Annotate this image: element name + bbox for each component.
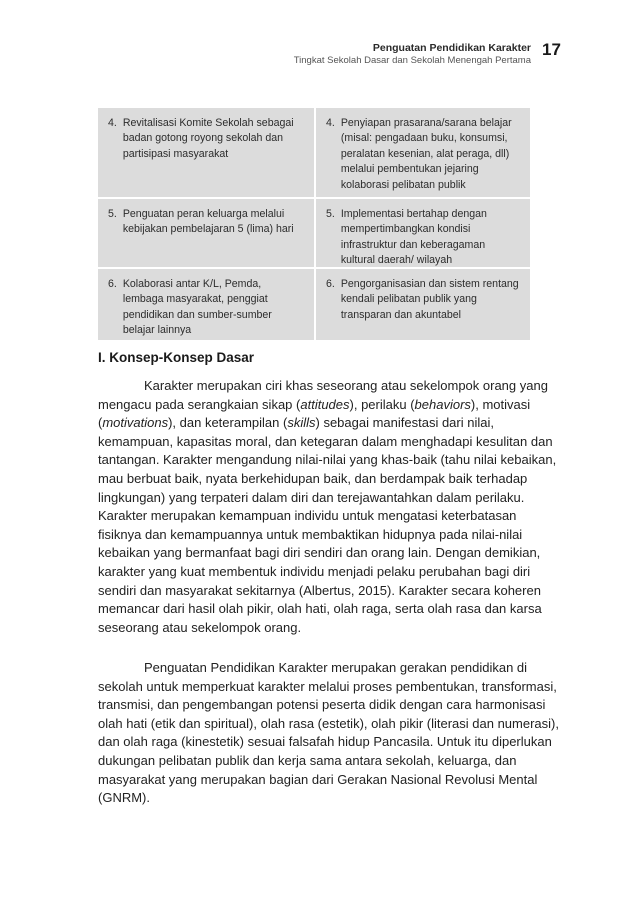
italic-term: attitudes [300,396,350,412]
item-number: 6. [108,278,117,290]
table-cell-right [314,269,530,340]
item-text: Penyiapan prasarana/sarana belajar (misal: pengadaan buku, konsumsi, peralatan kesenian, alat peraga, dll) melalui pembentukan jejaring kolaborasi pelibatan publik [340,117,512,191]
item-text: Implementasi bertahap dengan mempertimbangkan kondisi infrastruktur dan keberagaman kultural daerah/ wilayah [340,208,487,267]
strategy-table [98,108,530,342]
section-heading: I. Konsep-Konsep Dasar [98,350,255,365]
item-text: Penguatan peran keluarga melalui kebijakan pembelajaran 5 (lima) hari [122,208,294,236]
item-number: 5. [108,208,117,220]
table-row [98,199,530,269]
item-number: 6. [326,278,335,290]
table-cell-left [98,199,314,267]
body-paragraph [98,377,562,637]
item-text: Pengorganisasian dan sistem rentang kendali pelibatan publik yang transparan dan akuntabel [340,278,519,321]
table-row [98,108,530,199]
item-text: Revitalisasi Komite Sekolah sebagai badan gotong royong sekolah dan partisipasi masyarakat [122,117,294,160]
item-text: Kolaborasi antar K/L, Pemda, lembaga masyarakat, penggiat pendidikan dan sumber-sumber belajar lainnya [122,278,272,337]
table-row [98,269,530,342]
item-number: 4. [108,117,117,129]
table-cell-right [314,199,530,267]
text-run: ), perilaku ( [349,396,415,412]
text-run: ) sebagai manifestasi dari nilai, kemampuan, kapasitas moral, dan ketegaran dalam menghadapi kesulitan dan tantangan. Karakter mengandung nilai-nilai yang khas-baik (tahu nilai kebaikan, mau berbuat baik, nyata berkehidupan baik, dan berdampak baik terhadap lingkungan) yang terpateri dalam diri dan terejawantahkan dalam perilaku. Karakter merupakan kemampuan individu untuk mengatasi keterbatasan fisiknya dan kemampuannya untuk membaktikan hidupnya pada nilai-nilai kebaikan yang bermanfaat bagi diri sendiri dan orang lain. Dengan demikian, karakter yang kuat membentuk individu menjadi pelaku perubahan bagi diri sendiri dan masyarakat sekitarnya (Albertus, 2015). Karakter secara koheren memancar dari hasil olah pikir, olah hati, olah raga, serta olah rasa dan karsa seseorang atau sekelompok orang. [98,415,557,635]
item-number: 5. [326,208,335,220]
running-header-title: Penguatan Pendidikan Karakter [372,42,531,54]
text-run: ), motivasi ( [98,396,531,431]
italic-term: behaviors [414,396,471,412]
item-number: 4. [326,117,335,129]
running-header-subtitle: Tingkat Sekolah Dasar dan Sekolah Menengah Pertama [293,55,531,66]
page-number: 17 [542,40,561,59]
table-cell-left [98,269,314,340]
text-run: Karakter merupakan ciri khas seseorang atau sekelompok orang yang mengacu pada serangkaian sikap ( [98,378,548,412]
italic-term: motivations [102,415,169,431]
italic-term: skills [287,415,316,431]
table-cell-left [98,108,314,197]
text-run: ), dan keterampilan ( [168,415,288,431]
table-cell-right [314,108,530,197]
body-paragraph: Penguatan Pendidikan Karakter merupakan gerakan pendidikan di sekolah untuk memperkuat karakter melalui proses pembentukan, transformasi, transmisi, dan pengembangan potensi peserta didik dengan cara harmonisasi olah hati (etik dan spiritual), olah rasa (estetik), olah pikir (literasi dan numerasi), dan olah raga (kinestetik) sesuai falsafah hidup Pancasila. Untuk itu diperlukan dukungan pelibatan publik dan kerja sama antara sekolah, keluarga, dan masyarakat yang merupakan bagian dari Gerakan Nasional Revolusi Mental (GNRM). [98,660,559,806]
